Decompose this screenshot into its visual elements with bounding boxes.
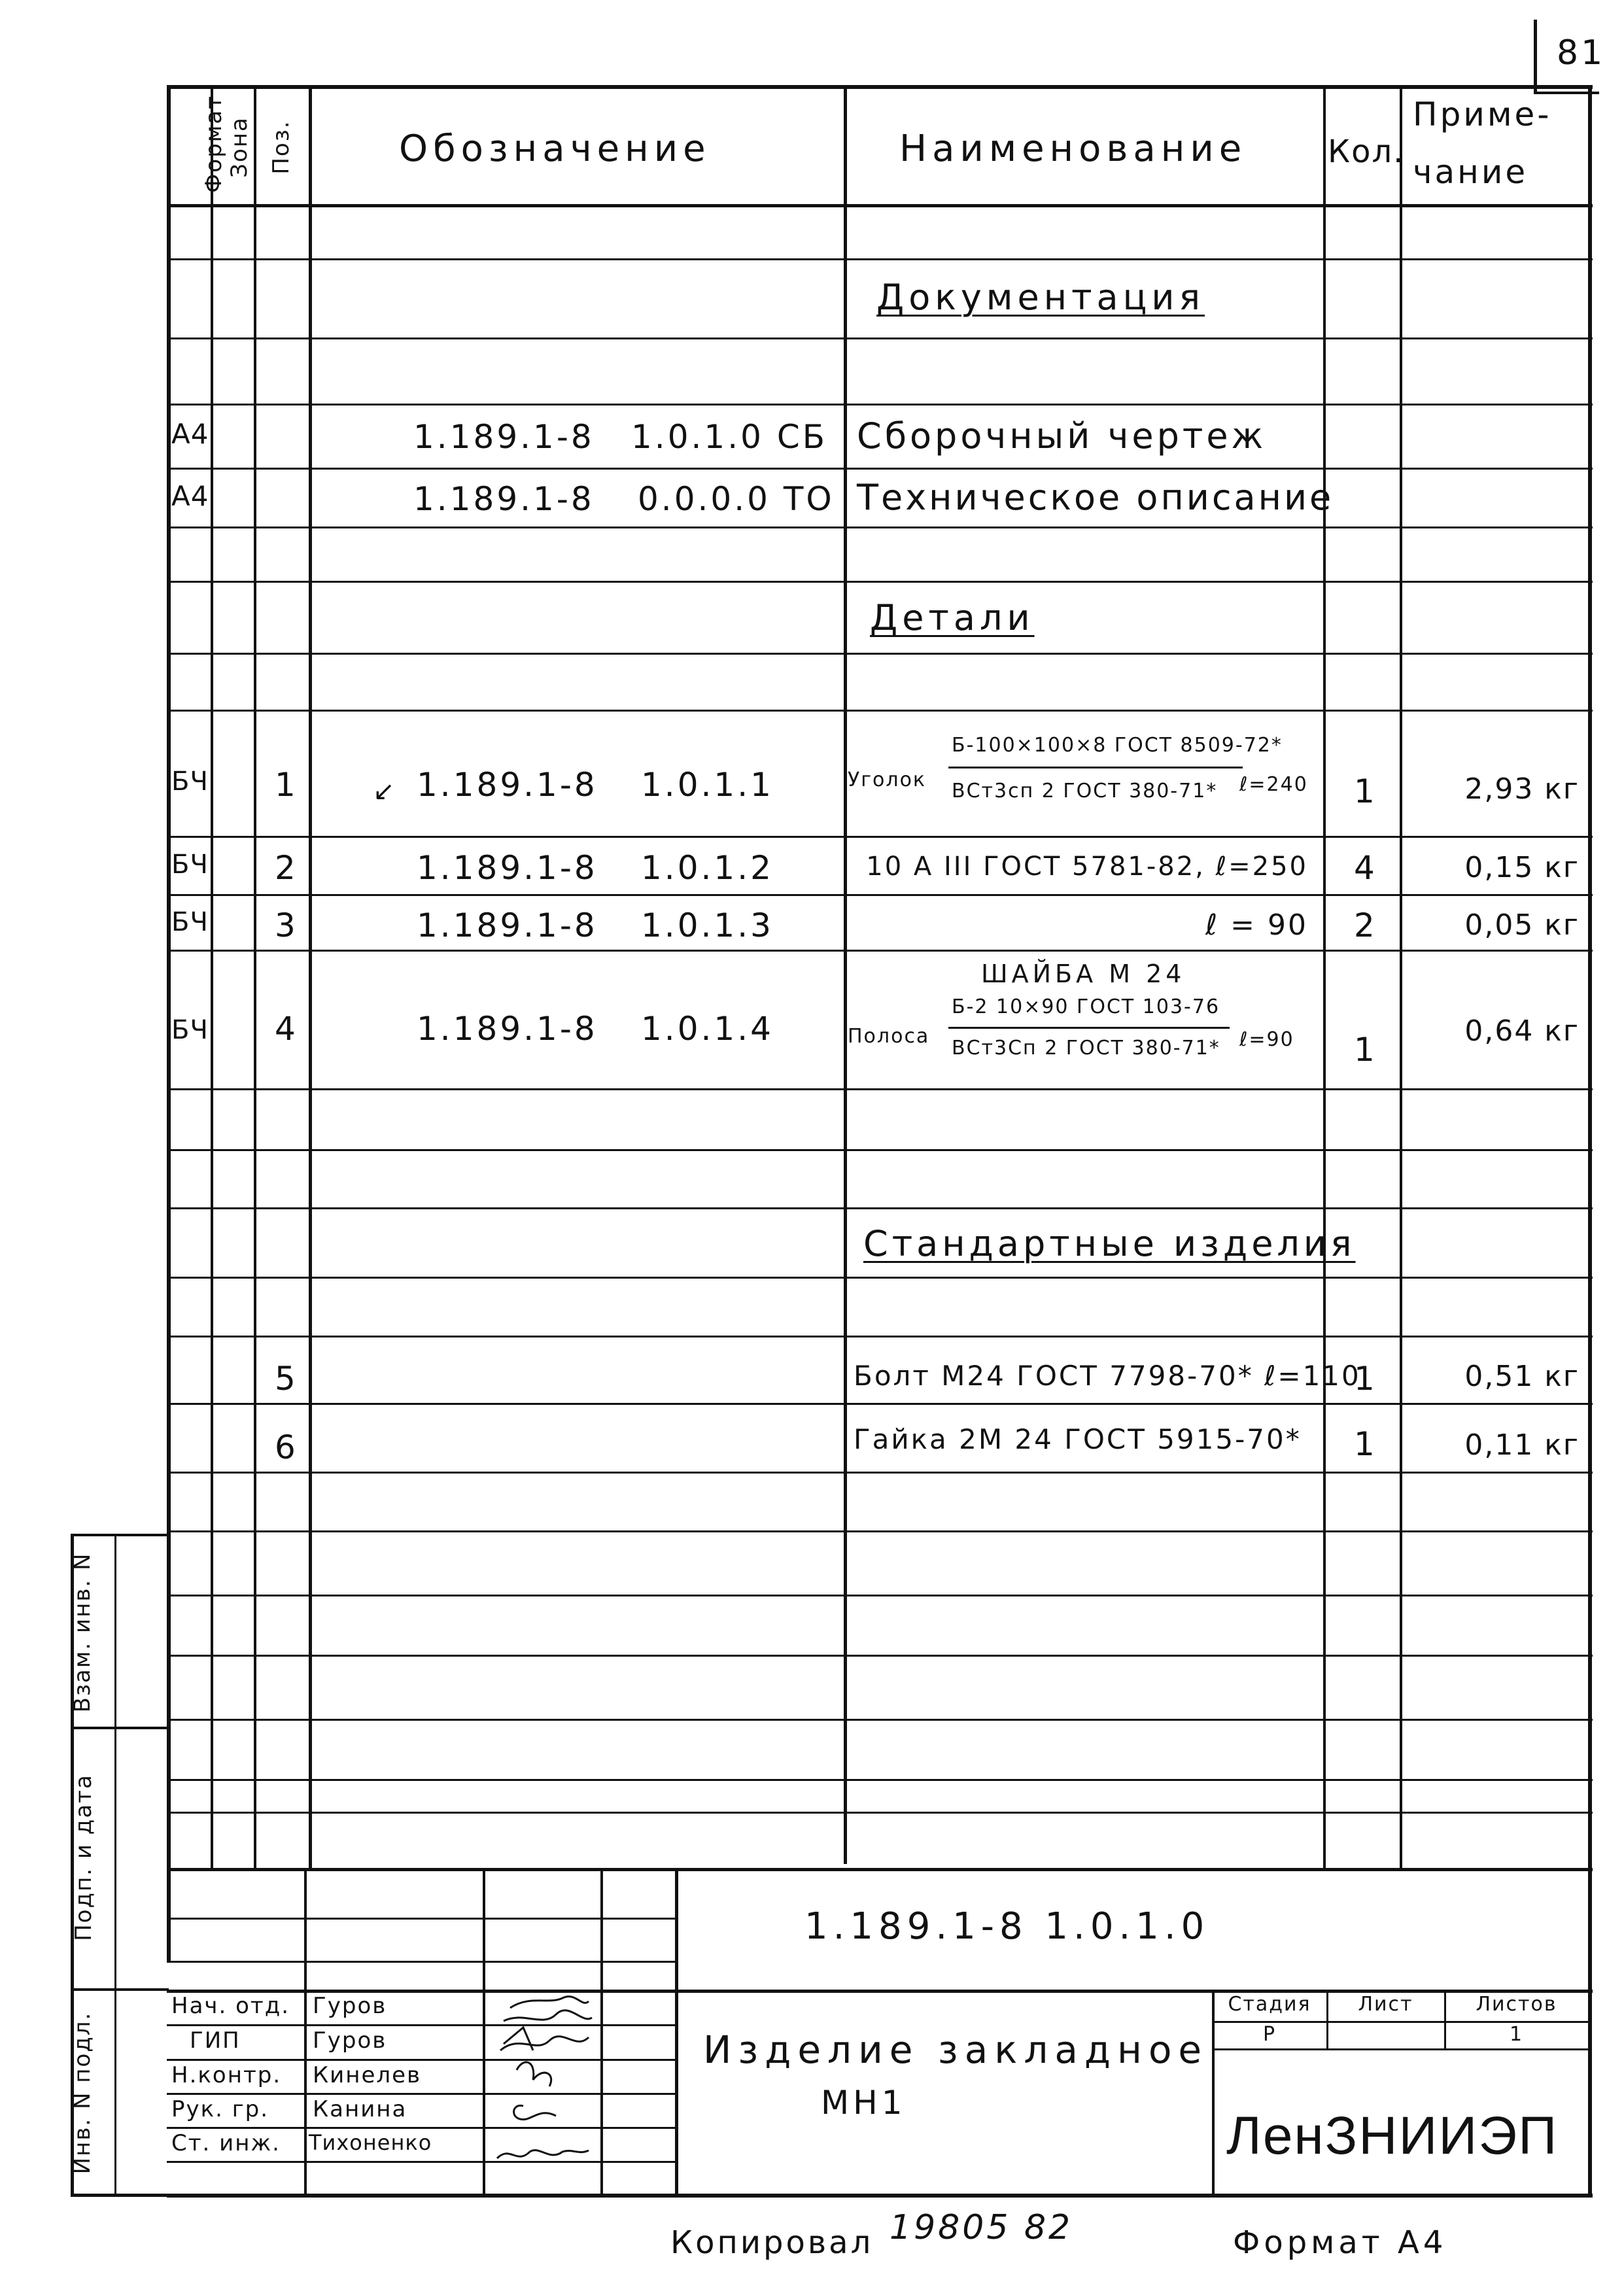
std-2-name: Гайка 2М 24 ГОСТ 5915-70* [854, 1423, 1302, 1455]
part-2-code: 1.0.1.2 [641, 849, 774, 887]
part-1-length: ℓ=240 [1239, 773, 1308, 796]
person-2: Гуров [313, 2028, 387, 2054]
section-documentation: Документация [876, 277, 1205, 318]
part-3-code: 1.0.1.3 [641, 906, 774, 944]
sheets-label: Листов [1476, 1993, 1557, 2016]
part-4-note: 0,64 кг [1464, 1014, 1580, 1048]
part-1-qty: 1 [1354, 772, 1377, 810]
header-zone: Зона [226, 116, 252, 178]
part-3-designation: 1.189.1-8 [417, 906, 598, 944]
part-1-note: 2,93 кг [1464, 772, 1580, 806]
part-1-name-bottom: ВСт3сп 2 ГОСТ 380-71* [952, 780, 1218, 802]
sheet-number: 81 [1557, 33, 1606, 73]
person-1: Гуров [313, 1993, 387, 2019]
part-4-length: ℓ=90 [1239, 1028, 1294, 1051]
part-1-pos: 1 [275, 766, 298, 804]
role-2: ГИП [190, 2028, 241, 2054]
part-1-designation: 1.189.1-8 [417, 766, 598, 804]
part-2-format: БЧ [171, 850, 209, 880]
footer-copy-number: 19805 82 [890, 2208, 1073, 2247]
section-parts: Детали [870, 597, 1035, 638]
header-name: Наименование [899, 128, 1247, 170]
part-3-format: БЧ [171, 907, 209, 937]
footer-format: Формат А4 [1233, 2224, 1447, 2261]
title-line-2: МН1 [821, 2084, 907, 2122]
organization-name: ЛенЗНИИЭП [1226, 2106, 1559, 2166]
std-2-qty: 1 [1354, 1425, 1377, 1463]
part-4-name-above: ШАЙБА М 24 [981, 959, 1186, 988]
sheet-label: Лист [1358, 1993, 1413, 2016]
header-pos: Поз. [268, 120, 294, 175]
part-4-name-bottom: ВСт3Сп 2 ГОСТ 380-71* [952, 1037, 1220, 1060]
role-4: Рук. гр. [171, 2096, 269, 2122]
part-4-name-prefix: Полоса [848, 1025, 930, 1048]
doc-2-name: Техническое описание [857, 477, 1334, 518]
doc-2-format: А4 [171, 480, 209, 512]
part-3-name: ℓ = 90 [1205, 908, 1308, 942]
header-note-2: чание [1413, 153, 1529, 191]
part-4-format: БЧ [171, 1015, 209, 1045]
part-3-note: 0,05 кг [1464, 908, 1580, 942]
part-1-name-prefix: Уголок [848, 768, 927, 791]
part-3-pos: 3 [275, 906, 298, 944]
header-qty: Кол. [1328, 133, 1405, 170]
std-1-note: 0,51 кг [1464, 1360, 1580, 1393]
person-4: Канина [313, 2096, 407, 2122]
part-1-format: БЧ [171, 767, 209, 797]
sheets-value: 1 [1509, 2023, 1524, 2046]
role-1: Нач. отд. [171, 1993, 290, 2019]
std-2-note: 0,11 кг [1464, 1428, 1580, 1462]
signatures [484, 1988, 602, 2194]
part-2-note: 0,15 кг [1464, 851, 1580, 884]
std-1-name: Болт М24 ГОСТ 7798-70* ℓ=110 [854, 1360, 1361, 1392]
role-5: Ст. инж. [171, 2130, 281, 2156]
stage-value: Р [1262, 2023, 1277, 2046]
side-label-inv: Инв. N подл. [69, 2011, 95, 2175]
section-standard: Стандартные изделия [863, 1223, 1356, 1264]
part-1-code: 1.0.1.1 [641, 766, 774, 804]
part-3-qty: 2 [1354, 906, 1377, 944]
role-3: Н.контр. [171, 2062, 282, 2088]
header-designation: Обозначение [399, 128, 711, 170]
doc-2-designation: 1.189.1-8 [413, 480, 595, 518]
part-4-designation: 1.189.1-8 [417, 1010, 598, 1048]
part-4-qty: 1 [1354, 1031, 1377, 1069]
doc-1-designation: 1.189.1-8 [413, 418, 595, 456]
header-format: Формат [201, 95, 227, 193]
part-2-name: 10 А III ГОСТ 5781-82, ℓ=250 [866, 852, 1308, 882]
doc-2-code: 0.0.0.0 ТО [638, 480, 835, 518]
part-4-name-top: Б-2 10×90 ГОСТ 103-76 [952, 995, 1220, 1018]
part-4-code: 1.0.1.4 [641, 1010, 774, 1048]
std-1-qty: 1 [1354, 1360, 1377, 1398]
part-1-name-top: Б-100×100×8 ГОСТ 8509-72* [952, 734, 1283, 757]
document-code: 1.189.1-8 1.0.1.0 [804, 1905, 1210, 1948]
person-5: Тихоненко [309, 2130, 432, 2155]
person-3: Кинелев [313, 2062, 422, 2088]
footer-copied: Копировал [670, 2224, 874, 2261]
doc-1-name: Сборочный чертеж [857, 415, 1267, 457]
part-4-pos: 4 [275, 1010, 298, 1048]
part-2-pos: 2 [275, 849, 298, 887]
side-label-vzam: Взам. инв. N [69, 1552, 95, 1713]
doc-1-code: 1.0.1.0 СБ [631, 418, 828, 456]
stage-label: Стадия [1228, 1993, 1311, 2016]
std-2-pos: 6 [275, 1428, 298, 1466]
tick-mark: ↙ [373, 776, 398, 806]
title-line-1: Изделие закладное [703, 2028, 1209, 2072]
std-1-pos: 5 [275, 1360, 298, 1398]
part-2-designation: 1.189.1-8 [417, 849, 598, 887]
header-note-1: Приме- [1413, 95, 1552, 133]
part-2-qty: 4 [1354, 849, 1377, 887]
side-label-podp: Подп. и дата [71, 1774, 97, 1941]
doc-1-format: А4 [171, 418, 209, 450]
